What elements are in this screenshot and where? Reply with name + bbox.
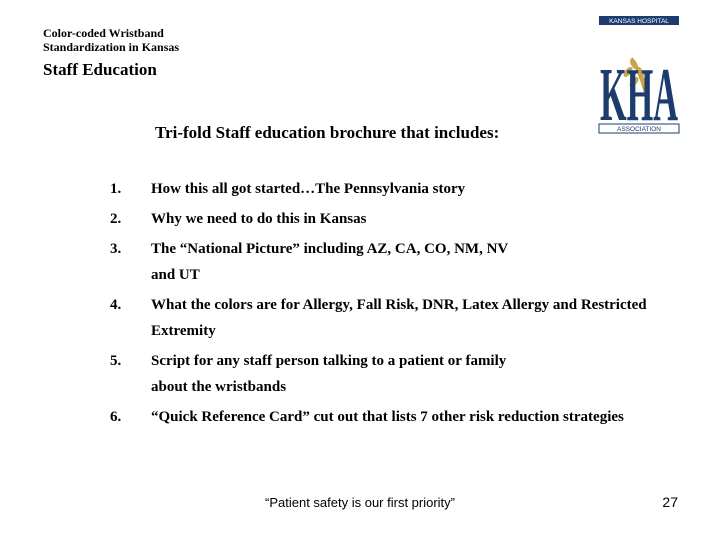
list-item-number: 3. xyxy=(110,241,122,257)
logo-bottom-text: ASSOCIATION xyxy=(617,126,661,133)
list-item-number: 6. xyxy=(110,409,122,425)
list-item-text: Why we need to do this in Kansas xyxy=(151,211,367,227)
logo-top-text: KANSAS HOSPITAL xyxy=(609,18,669,25)
list-item-text: The “National Picture” including AZ, CA, CO, NM, NV and UT xyxy=(151,241,508,283)
list-item xyxy=(110,404,670,430)
list-item xyxy=(110,236,670,288)
list-item-text: Script for any staff person talking to a patient or family about the wristbands xyxy=(151,353,507,395)
header-subtitle xyxy=(43,26,243,54)
intro-heading: Tri-fold Staff education brochure that includes: xyxy=(155,123,500,142)
list-item-number: 2. xyxy=(110,211,122,227)
list-item-text: “Quick Reference Card” cut out that lists 7 other risk reduction strategies xyxy=(151,409,624,425)
list-item xyxy=(110,292,670,344)
header-subtitle-line2: Standardization in Kansas xyxy=(43,40,180,54)
list-item-number: 1. xyxy=(110,181,122,197)
list-item-number: 5. xyxy=(110,353,122,369)
header-subtitle-line1: Color-coded Wristband xyxy=(43,26,164,40)
page-title: Staff Education xyxy=(43,60,157,79)
list-item-number: 4. xyxy=(110,297,122,313)
page-number: 27 xyxy=(662,494,678,510)
brochure-list xyxy=(110,176,670,434)
list-item xyxy=(110,348,670,400)
list-item xyxy=(110,176,670,202)
logo-letters: KHA xyxy=(600,53,679,134)
list-item-text: What the colors are for Allergy, Fall Risk, DNR, Latex Allergy and Restricted Extremity xyxy=(151,297,647,339)
footer-tagline: “Patient safety is our first priority” xyxy=(265,495,455,510)
list-item-text: How this all got started…The Pennsylvania story xyxy=(151,181,466,197)
kha-logo xyxy=(598,16,680,134)
list-item xyxy=(110,206,670,232)
